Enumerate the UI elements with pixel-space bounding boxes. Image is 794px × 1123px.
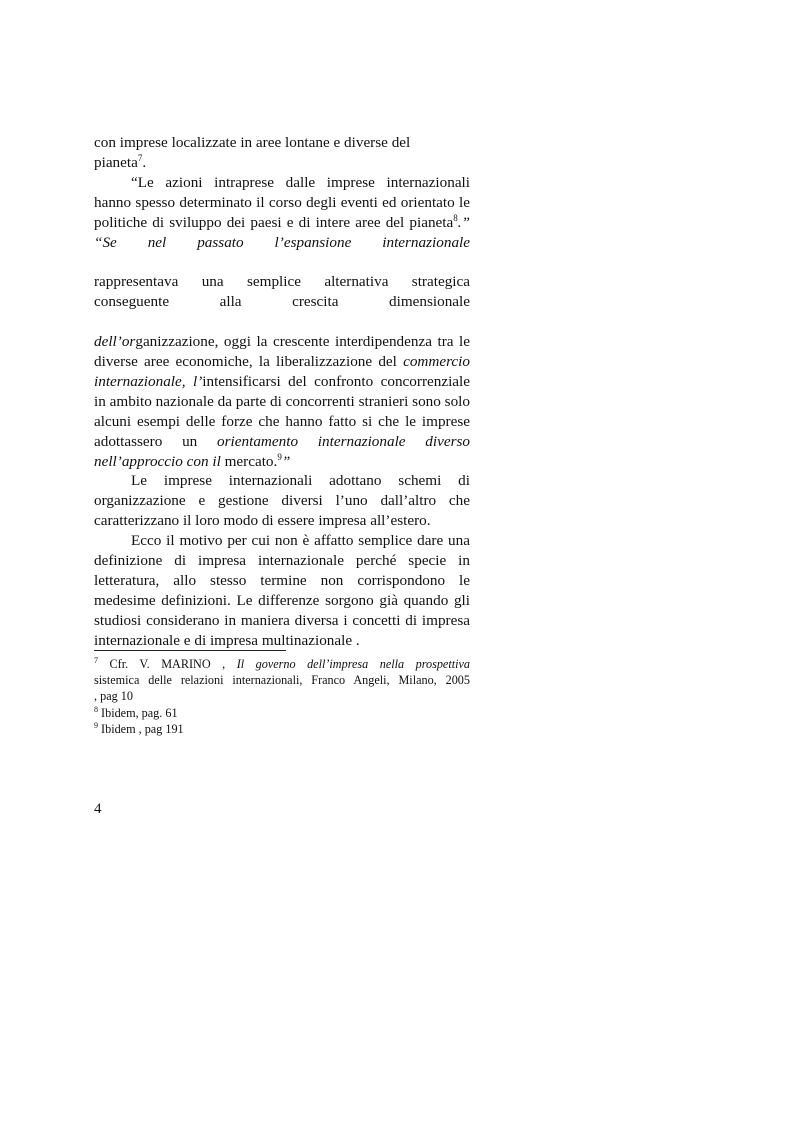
footnote-7-end: , pag 10 bbox=[94, 689, 133, 704]
footnotes bbox=[94, 656, 470, 737]
paragraph-3: Le imprese internazionali adottano schemi di organizzazione e gestione diversi l’uno dall’altro che caratterizzano il loro modo di essere impresa all’estero. bbox=[94, 472, 470, 530]
footnote-7-cont: sistemica delle relazioni internazionali, Franco Angeli, Milano, 2005 bbox=[94, 673, 470, 688]
footnote-9: $^9$ Ibidem , pag 191 bbox=[94, 720, 184, 736]
footnote-7: $^7$ Cfr. V. MARINO , Il governo dell’impresa nella prospettiva bbox=[94, 655, 470, 671]
paragraph-1: con imprese localizzate in aree lontane e diverse del pianeta$^7$. bbox=[94, 134, 411, 171]
footnote-ref-9: 9 bbox=[277, 451, 282, 462]
footnote-ref-7: 7 bbox=[137, 152, 143, 163]
body-text bbox=[94, 133, 470, 651]
footnote-8: $^8$ Ibidem, pag. 61 bbox=[94, 704, 178, 720]
paragraph-4: Ecco il motivo per cui non è affatto semplice dare una definizione di impresa internazionale perché specie in letteratura, allo stesso termine non corrispondono le medesime definizioni. Le differenze sorgono già quando gli studiosi considerano in maniera diversa i concetti di impresa internazionale e di impresa multinazionale . bbox=[94, 532, 470, 649]
page-number: 4 bbox=[94, 801, 102, 817]
paragraph-2: “Le azioni intraprese dalle imprese internazionali hanno spesso determinato il corso degli eventi ed orientato le politiche di sviluppo dei paesi e di intere aree del pianeta$^8$.” “Se nel passato l’espansione internazionale bbox=[94, 173, 470, 251]
paragraph-2-cont-1: rappresentava una semplice alternativa strategica conseguente alla crescita dimensionale bbox=[94, 273, 470, 311]
footnote-divider bbox=[94, 650, 286, 651]
paragraph-2-cont-2: dell’organizzazione, oggi la crescente interdipendenza tra le diverse aree economiche, la liberalizzazione del commercio internazionale, l’intensificarsi del confronto concorrenziale in ambito nazionale da parte di concorrenti stranieri sono solo alcuni esempi delle forze che hanno fatto si che le imprese adottassero un orientamento internazionale diverso nell’approccio con il mercato.$^9$” bbox=[94, 333, 471, 470]
footnote-ref-8: 8 bbox=[453, 212, 458, 223]
